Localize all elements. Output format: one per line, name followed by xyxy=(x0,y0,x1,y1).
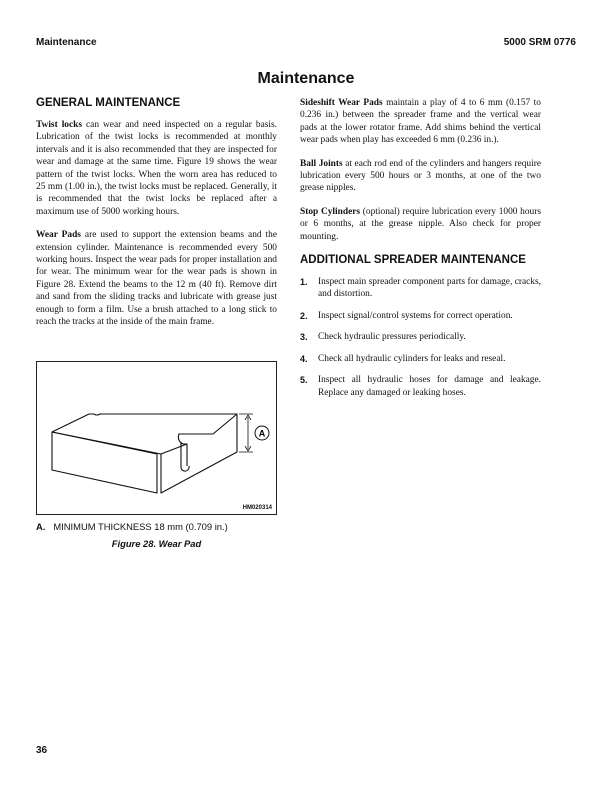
sideshift-term: Sideshift Wear Pads xyxy=(300,98,383,108)
list-item xyxy=(300,310,541,322)
list-item xyxy=(300,331,541,343)
figure-id-code: HM020314 xyxy=(242,505,272,511)
wear-pads-paragraph xyxy=(36,229,277,328)
wear-pad-figure xyxy=(36,361,277,515)
list-item-text: Check all hydraulic cylinders for leaks and reseal. xyxy=(318,353,506,364)
twist-locks-term: Twist locks xyxy=(36,120,83,130)
header-doc-id: 5000 SRM 0776 xyxy=(503,37,576,48)
stop-cylinders-paragraph xyxy=(300,206,541,243)
left-column xyxy=(36,97,277,340)
list-item-number: 1. xyxy=(300,277,308,288)
list-item-number: 4. xyxy=(300,353,308,364)
wear-pad-front-face xyxy=(52,432,157,493)
list-item xyxy=(300,353,541,365)
page-number: 36 xyxy=(36,745,48,756)
sideshift-paragraph xyxy=(300,97,541,147)
list-item-text: Inspect signal/control systems for correct operation. xyxy=(318,310,513,321)
wear-pad-right-face xyxy=(161,414,237,493)
twist-locks-text: can wear and need inspected on a regular basis. Lubrication of the twist locks is recommended at monthly intervals and it is also recommended that they are inspected for wear and damage at the same time. Figure 19 shows the wear pattern of the twist locks. When the worn area has reduced to 25 mm (1.00 in.), the twist locks must be replaced. Generally, it is recommended that the twist locks be replaced after a maximum use of 5000 working hours. xyxy=(36,120,277,217)
additional-maintenance-heading: ADDITIONAL SPREADER MAINTENANCE xyxy=(300,254,526,267)
wear-pads-term: Wear Pads xyxy=(36,230,81,241)
sideshift-text: maintain a play of 4 to 6 mm (0.157 to 0.236 in.) between the spreader frame and the vertical wear pads at the lower rotator frame. Add shims behind the vertical wear pads when play has exceeded 6 mm (0.236 in.). xyxy=(300,98,541,146)
callout-letter: A xyxy=(258,428,266,439)
wear-pads-text: are used to support the extension beams and the extension cylinder. Maintenance is recommended every 500 working hours. Inspect the wear pads for proper installation and for wear. The minimum wear for the wear pads is shown in Figure 28. Extend the beams to the 12 m (40 ft). Remove dirt and sand from the sliding tracks and lubricate with grease just enough to form a film. Use a brush attached to a long stick to reach the tracks at the inside of the main frame. xyxy=(36,230,277,328)
wear-pad-top-face xyxy=(52,414,237,454)
general-maintenance-heading: GENERAL MAINTENANCE xyxy=(36,97,181,109)
list-item-number: 3. xyxy=(300,332,308,343)
ball-joints-paragraph xyxy=(300,158,541,195)
list-item-number: 2. xyxy=(300,310,308,321)
stop-cylinders-term: Stop Cylinders xyxy=(300,206,361,217)
ball-joints-term: Ball Joints xyxy=(300,158,343,169)
header-section: Maintenance xyxy=(36,37,97,48)
list-item xyxy=(300,374,541,399)
list-item-text: Inspect all hydraulic hoses for damage and leakage. Replace any damaged or leaking hoses. xyxy=(318,375,541,398)
list-item-text: Inspect main spreader component parts for damage, cracks, and distortion. xyxy=(318,277,541,300)
right-column xyxy=(300,97,541,408)
list-item xyxy=(300,276,541,301)
stop-cylinders-text: (optional) require lubrication every 1000 hours or 6 months, at the grease nipple. Also check for proper mounting. xyxy=(300,206,542,242)
figure-caption: Figure 28. Wear Pad xyxy=(111,538,202,549)
list-item-number: 5. xyxy=(300,375,308,386)
list-item-text: Check hydraulic pressures periodically. xyxy=(318,332,466,343)
figure-legend-text: MINIMUM THICKNESS 18 mm (0.709 in.) xyxy=(53,521,228,532)
ball-joints-text: at each rod end of the cylinders and hangers require lubrication every 500 hours or 3 months, at one of the two grease nipples. xyxy=(300,158,542,194)
page-title: Maintenance xyxy=(257,70,355,87)
additional-maintenance-list xyxy=(300,276,541,399)
figure-legend-key: A. xyxy=(36,521,46,532)
twist-locks-paragraph xyxy=(36,119,277,218)
wear-pad-drawing xyxy=(37,362,276,514)
figure-legend xyxy=(36,521,228,532)
